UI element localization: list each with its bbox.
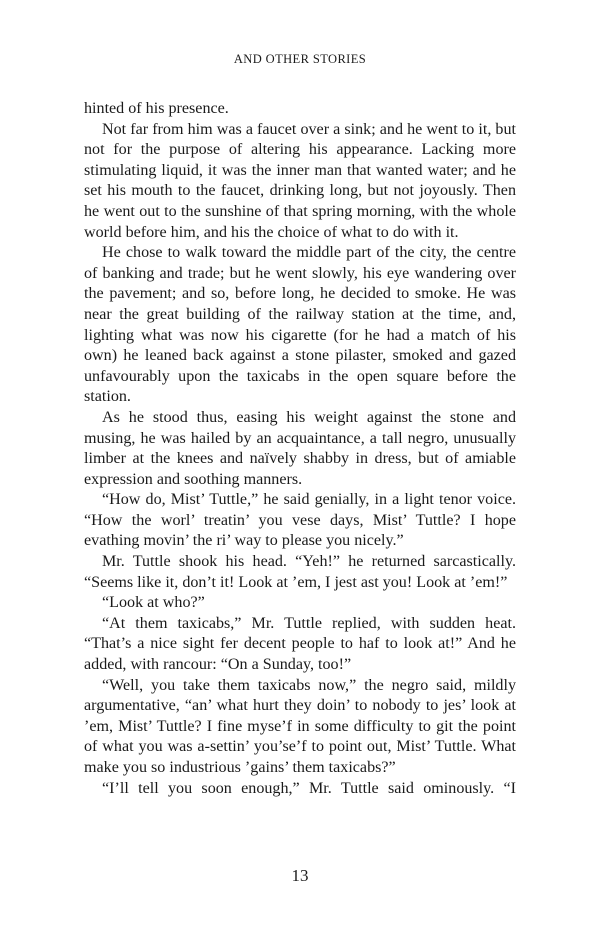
paragraph: “At them taxicabs,” Mr. Tuttle replied, with sudden heat. “That’s a nice sight fer decent people to haf to look at!” And he added, with rancour: “On a Sunday, too!” bbox=[84, 614, 516, 674]
paragraph: “Look at who?” bbox=[102, 594, 205, 612]
running-head: AND OTHER STORIES bbox=[233, 52, 367, 66]
paragraph: As he stood thus, easing his weight against the stone and musing, he was hailed by an acquaintance, a tall negro, unusually limber at the knees and naïvely shabby in dress, but of amiable expression and soothing manners. bbox=[84, 408, 516, 488]
paragraph: “Well, you take them taxicabs now,” the negro said, mildly argumentative, “an’ what hurt they doin’ to nobody to jes’ look at ’em, Mist’ Tuttle? I fine myse’f in some difficulty to git the point of what you was a-settin’ you’se’f to point out, Mist’ Tuttle. What make you so industrious ’gains’ them taxicabs?” bbox=[84, 676, 516, 776]
paragraph: “I’ll tell you soon enough,” Mr. Tuttle said ominously. “I bbox=[102, 779, 516, 797]
paragraph: hinted of his presence. bbox=[84, 100, 229, 117]
paragraph: He chose to walk toward the middle part of the city, the centre of banking and trade; but he went slowly, his eye wandering over the pavement; and so, before long, he decided to smoke. He was near the great building of the railway station at the time, and, lighting what was now his cigarette (for he had a match of his own) he leaned back against a stone pilaster, smoked and gazed unfavourably upon the taxicabs in the open square before the station. bbox=[84, 244, 516, 406]
paragraph: Not far from him was a faucet over a sink; and he went to it, but not for the purpose of altering his appearance. Lacking more stimulating liquid, it was the inner man that wanted water; and he set his mouth to the faucet, drinking long, but not joyously. Then he went out to the sunshine of that spring morning, with the whole world before him, and his the choice of what to do with it. bbox=[84, 120, 516, 241]
paragraph: “How do, Mist’ Tuttle,” he said genially, in a light tenor voice. “How the worl’ treatin’ you vese days, Mist’ Tuttle? I hope evathing movin’ the ri’ way to please you nicely.” bbox=[84, 491, 516, 550]
body-text bbox=[84, 99, 516, 799]
paragraph: Mr. Tuttle shook his head. “Yeh!” he returned sarcastically. “Seems like it, don’t it! Look at ’em, I jest ast you! Look at ’em!” bbox=[84, 553, 516, 591]
page-number: 13 bbox=[291, 866, 309, 885]
